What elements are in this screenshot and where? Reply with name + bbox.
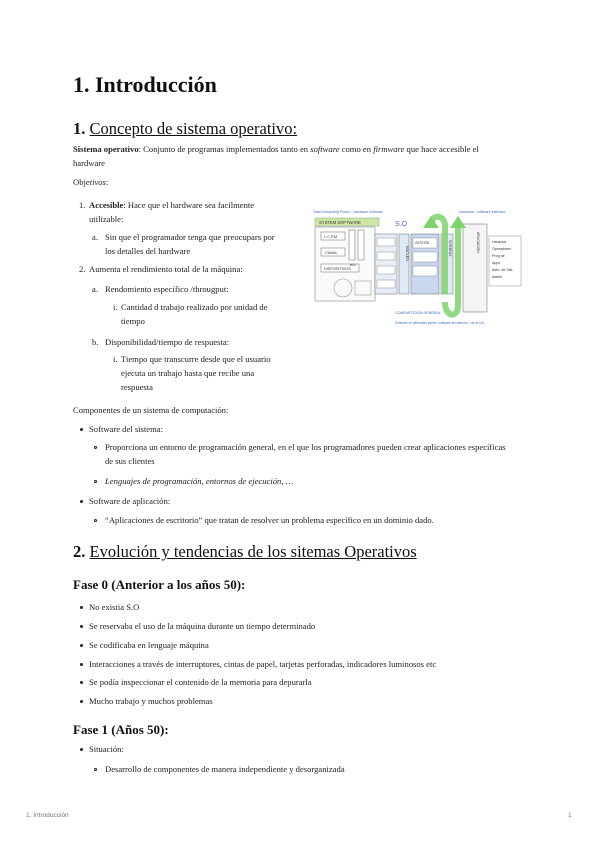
bullet-disc [80,663,83,666]
figure-caption-top-right: hardware - software interface [459,210,506,214]
nucleo-label: NÚCLEO [405,246,409,261]
list-roman-i: i. [113,302,118,312]
definition-text-c: que hace accesible el [404,144,479,154]
software-sistema-examples: Lenguajes de programación, entornos de ejecución, … [105,476,294,486]
definition-line-2: hardware [73,158,105,168]
figure-bottom-caption: COMPARTICIÓN GENERAL [395,311,441,315]
aplicacion-column [463,224,487,312]
interfaz-label: INTERFAZ [448,240,452,257]
section-2-title: Evolución y tendencias de los sitemas Operativos [89,542,417,561]
definition-paragraph [73,142,533,170]
objective-1-text: : Hace que el hardware sea facilmente [123,200,255,210]
gestion-label: GESTIÓN [415,241,430,245]
fase-0-item: Mucho trabajo y muchos problemas [89,696,213,706]
fase-0-item: Se reservaba el uso de la máquina durante un tiempo determinado [89,621,316,631]
objetivos-b: tivos [89,177,106,187]
objective-2a: Rendomiento específico /througput: [105,284,229,294]
fase-0-item: Se codificaba en lenguaje máquina [89,640,209,650]
definition-firmware: firmware [373,144,405,154]
aplicacion-label: APLICACIÓN [476,232,480,253]
bullet-disc [80,681,83,684]
definition-text-a: : Conjunto de programas implementados tanto en [138,144,311,154]
fase-0-heading: Fase 0 (Anterior a los años 50): [73,577,246,592]
section-1-title: Concepto de sistema operativo: [89,119,298,138]
section-1-heading [73,119,297,139]
users-line-5: Adm. de Sist. [492,268,514,272]
bus-label: BUS [350,263,357,267]
figure-caption-top-left: Total Computing Power - hardware software [313,210,383,214]
operating-system-diagram [313,206,523,331]
software-aplicacion: Software de aplicación: [89,496,171,506]
fase-1-item: Situación: [89,744,124,754]
list-letter-a: a. [92,232,98,242]
definition-software: software [310,144,340,154]
lcpm-label: L.C.P.M [324,235,338,239]
section-2-number: 2. [73,542,86,561]
fase-1-subitem: Desarrollo de componentes de manera independiente y desorganizada [105,764,345,774]
bullet-circle [94,519,97,522]
objetivos-label [73,175,108,189]
list-letter-a-2: a. [92,284,98,294]
fase-0-item: Se podía inspeccionar el contenido de la memoria para depurarla [89,677,312,687]
bullet-circle [94,480,97,483]
users-line-2: Operadores [492,247,511,251]
objective-1-line-2: utilizable: [89,214,124,224]
figure-bottom-caption-2: Software en diferentes partes: software del sistema - ver el 101 [395,321,485,325]
objective-2b: Disponibilidad/tiempo de respuesta: [105,337,230,347]
objective-2b-i-line-1: Tiempo que transcurre desde que el usuario [121,354,271,364]
list-letter-b: b. [92,337,99,347]
bullet-circle [94,446,97,449]
software-sistema-desc-line-1: Proporciona un entorno de programación general, en el que los programadores pueden crear aplicaciones específicas [105,442,506,452]
bullet-disc [80,500,83,503]
fase-0-item: Interacciones a través de interruptores, cintas de papel, tarjetas perforadas, indicadores luminosos etc [89,659,437,669]
objective-1a-line-2: los detalles del hardware [105,246,191,256]
list-number-1: 1. [79,200,86,210]
green-arrow-head-2 [450,216,466,228]
canal-label: CANAL [325,251,338,255]
gestion-box-3 [413,266,437,276]
bullet-disc [80,625,83,628]
fase-0-item: No existia S.O [89,602,140,612]
objetivos-c: : [105,177,109,187]
bullet-disc [80,700,83,703]
kernel-box-1 [377,238,395,246]
objective-2b-i [121,352,301,394]
bullet-disc [80,428,83,431]
users-line-1: Usuarios [492,240,507,244]
kernel-box-3 [377,266,395,274]
system-software-label: SYSTEM SOFTWARE [319,220,361,225]
page-number: 1 [568,812,572,819]
gestion-box-2 [413,252,437,262]
software-aplicacion-desc: “Aplicaciones de escritorio” que tratan de resolver un problema específico en un dominio dado. [105,515,434,525]
objective-2: Aumenta el rendimiento total de la máquina: [89,264,243,274]
bus-box-2 [358,230,364,260]
list-roman-i-2: i. [113,354,118,364]
definition-text-b: como en [339,144,374,154]
nucleo-column [399,234,409,294]
software-sistema-desc-line-2: de sus clientes [105,456,155,466]
objective-2b-i-line-3: respuesta [121,382,153,392]
objective-2a-i-line-2: tiempo [121,316,145,326]
bullet-disc [80,748,83,751]
dispositivos-label: DISPOSITIVOS [324,267,351,271]
fase-1-heading: Fase 1 (Años 50): [73,722,169,737]
figure-so-label: S.O [395,221,408,228]
definition-term: Sistema operativo [73,144,139,154]
users-line-3: Prog de [492,254,505,258]
users-line-4: Apps [492,261,501,265]
bullet-disc [80,606,83,609]
objective-2a-i-line-1: Cantidad d trabajo realizado por unidad de [121,302,268,312]
objective-2a-i [121,300,301,328]
objective-1a [105,230,305,258]
components-heading: Componentes de un sistema de computación: [73,405,229,415]
section-1-number: 1. [73,119,86,138]
objective-1 [89,198,289,226]
bullet-circle [94,768,97,771]
software-sistema-desc [105,440,545,468]
kernel-box-4 [377,280,395,288]
objective-1-term: Accesible [89,200,124,210]
objetivos-a: Obje [73,177,90,187]
software-sistema: Software del sistema: [89,424,163,434]
section-2-heading [73,542,417,562]
footer-title: 1. Introducción [26,812,69,819]
objective-1a-line-1: Sin que el programador tenga que preocupars por [105,232,275,242]
page-title: 1. Introducción [73,72,217,97]
bullet-disc [80,644,83,647]
users-line-6: Admin [492,275,503,279]
list-number-2: 2. [79,264,86,274]
kernel-box-2 [377,252,395,260]
objective-2b-i-line-2: ejecuta un trabajo hasta que recibe una [121,368,255,378]
bus-box-1 [349,230,355,260]
